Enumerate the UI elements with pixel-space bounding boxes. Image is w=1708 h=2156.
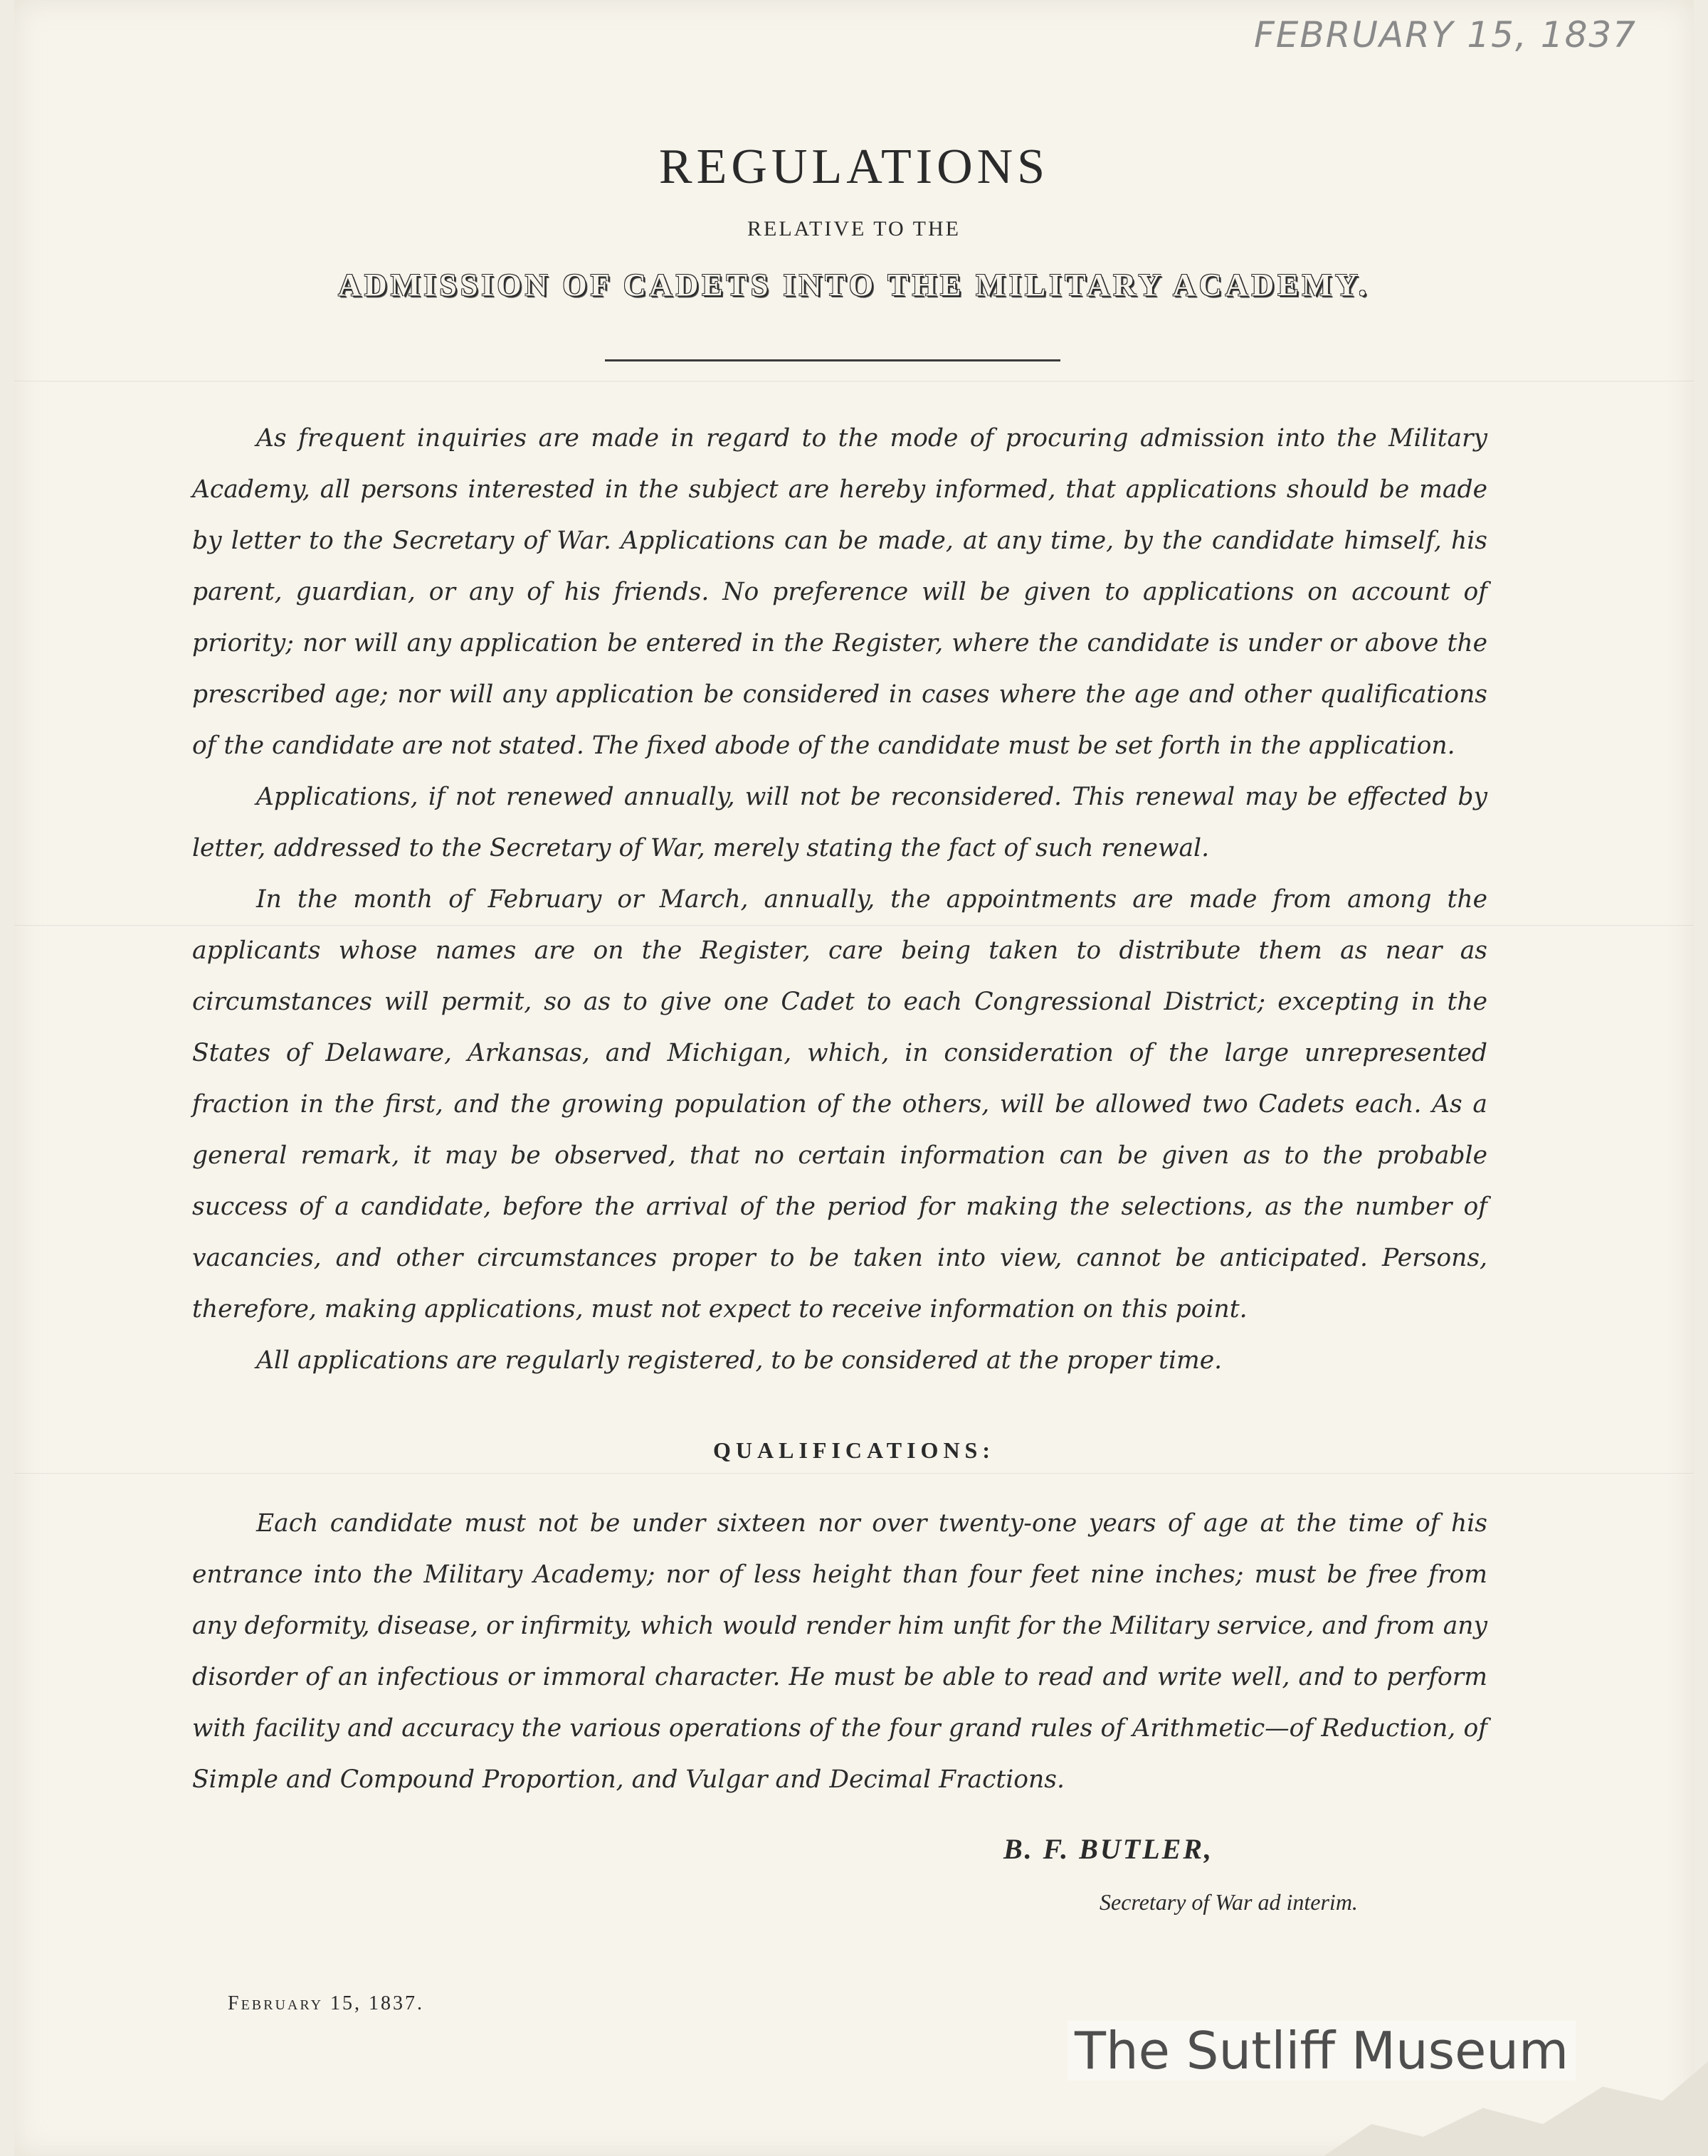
qualifications-text xyxy=(192,1498,1487,1805)
watermark: The Sutliff Museum xyxy=(1068,2021,1576,2081)
paragraph: Each candidate must not be under sixteen nor over twenty-one years of age at the time of his entrance into the Military Academy; nor of less height than four feet nine inches; must be free from any deformity, disease, or infirmity, which would render him unfit for the Military service, and from any disorder of an infectious or immoral character. He must be able to read and write well, and to perform with facility and accuracy the various operations of the four grand rules of Arithmetic—of Reduction, of Simple and Compound Proportion, and Vulgar and Decimal Fractions. xyxy=(192,1509,1487,1794)
body-text xyxy=(192,413,1487,1386)
signer-title: Secretary of War ad interim. xyxy=(1100,1889,1358,1915)
paragraph: All applications are regularly registered, to be considered at the proper time. xyxy=(256,1346,1223,1375)
fold-line xyxy=(14,381,1694,383)
document-subtitle: RELATIVE TO THE xyxy=(747,217,961,241)
divider-rule xyxy=(605,359,1060,361)
handwritten-date: FEBRUARY 15, 1837 xyxy=(1253,14,1637,56)
paragraph: As frequent inquiries are made in regard to the mode of procuring admission into the Military Academy, all persons interested in the subject are hereby informed, that applications should be made by letter to the Secretary of War. Applications can be made, at any time, by the candidate himself, his parent, guardian, or any of his friends. No preference will be given to applications on account of priority; nor will any application be entered in the Register, where the candidate is under or above the prescribed age; nor will any application be considered in cases where the age and other qualifications of the candidate are not stated. The fixed abode of the candidate must be set forth in the application. xyxy=(192,424,1487,760)
signer-name: B. F. BUTLER, xyxy=(1003,1833,1213,1865)
paragraph: Applications, if not renewed annually, will not be reconsidered. This renewal may be effected by letter, addressed to the Secretary of War, merely stating the fact of such renewal. xyxy=(192,783,1487,862)
qualifications-heading: QUALIFICATIONS: xyxy=(713,1437,995,1463)
document-date: February 15, 1837. xyxy=(228,1992,425,2014)
document-page xyxy=(14,0,1694,2156)
paragraph: In the month of February or March, annually, the appointments are made from among the applicants whose names are on the Register, care being taken to distribute them as near as circumstances will permit, so as to give one Cadet to each Congressional District; excepting in the States of Delaware, Arkansas, and Michigan, which, in consideration of the large unrepresented fraction in the first, and the growing population of the others, will be allowed two Cadets each. As a general remark, it may be observed, that no certain information can be given as to the probable success of a candidate, before the arrival of the period for making the selections, as the number of vacancies, and other circumstances proper to be taken into view, cannot be anticipated. Persons, therefore, making applications, must not expect to receive information on this point. xyxy=(192,885,1487,1323)
fold-line xyxy=(14,1473,1694,1475)
document-title: REGULATIONS xyxy=(658,139,1050,194)
document-headline: ADMISSION OF CADETS INTO THE MILITARY ACADEMY. xyxy=(338,268,1370,302)
